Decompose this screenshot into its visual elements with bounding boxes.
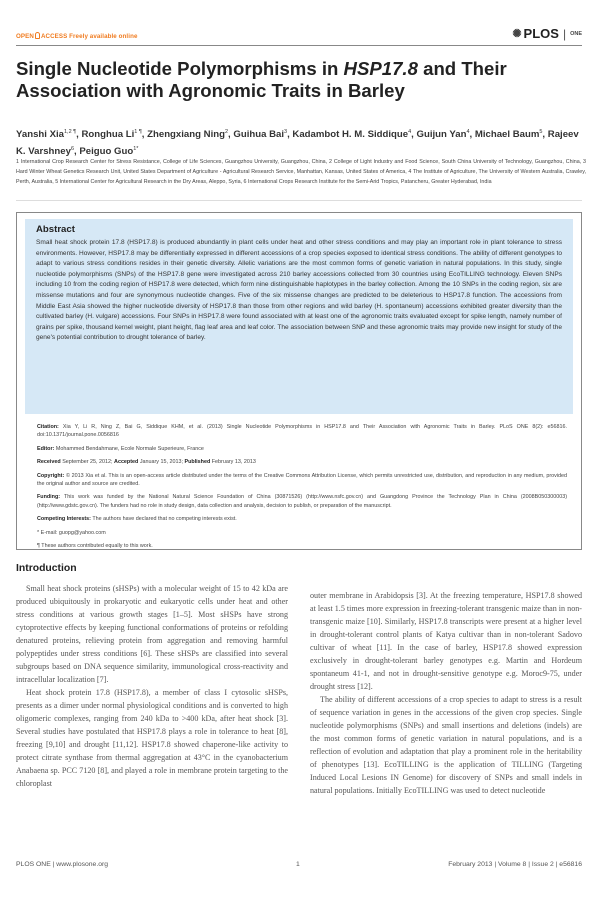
citation: Citation: Xia Y, Li R, Ning Z, Bai G, Siddique KHM, et al. (2013) Single Nucleotide Polymorphisms in HSP17.8 and Their Association with Agronomic Traits in Barley. PLoS ONE 8(2): e56816. doi:10.1371/journal.pone.0056816 — [37, 424, 567, 439]
affiliation-divider — [16, 200, 582, 201]
author-affiliation-marker: 5 — [539, 129, 543, 135]
abstract-section — [25, 219, 573, 414]
email[interactable]: * E-mail: guopg@yahoo.com — [37, 529, 106, 536]
abstract-text: Small heat shock protein 17.8 (HSP17.8) is produced abundantly in plant cells under heat and other stress conditions and may play an important role in plant tolerance to stress environments. However, HSP17.8 may be differentially expressed in different accessions of a crop species exposed to identical stress conditions. The ability of different genotypes to adapt to various stress conditions resides in their genetic diversity. Allelic variations are the most common forms of genetic variation in natural populations. In this study, single nucleotide polymorphisms (SNPs) of the HSP17.8 gene were investigated across 210 barley accessions collected from 30 countries using EcoTILLING technology. Eleven SNPs including 10 from the coding region of HSP17.8 were detected, which form nine distinguishable haplotypes in the barley collection. Among the 10 SNPs in the coding region, six are missense mutations and four are synonymous nucleotide changes. Five of the six missense changes are predicted to be deleterious to HSP17.8 function. The accessions from Middle East Asia showed the higher nucleotide diversity of HSP17.8 than those from other regions and wild barley (H. spontaneum) accessions exhibited greater diversity than the cultivated barley (H. vulgare) accessions. Four SNPs in HSP17.8 were found associated with at least one of the agronomic traits evaluated except for spike length, namely number of grains per spike, thousand kernel weight, plant height, flag leaf area and leaf color. The association between SNP and these agronomic traits may provide new insight for study of the gene's potential contribution to drought tolerance of barley. — [36, 239, 562, 342]
author-affiliation-marker: 1 ¶ — [134, 129, 142, 135]
dates: Received September 25, 2012; Accepted January 15, 2013; Published February 13, 2013 — [37, 459, 256, 466]
author[interactable]: Peiguo Guo$^{1*}$ — [79, 146, 139, 158]
plos-sun-icon: ✺ — [512, 28, 522, 40]
author[interactable]: Kadambot H. M. Siddique$^4$ — [292, 129, 412, 141]
title-part2: and Their Association with Agronomic Traits in Barley — [16, 58, 507, 101]
funding: Funding: This work was funded by the National Natural Science Foundation of China (30871526) (http://www.nsfc.gov.cn) and Guangdong Province the Technology Plan in China (2008B050300003) (http://www.gdstc.gov.cn). The funders had no role in study design, data collection and analysis, decision to publish, or preparation of the manuscript. — [37, 494, 567, 509]
author-affiliation-marker: 6 — [70, 146, 74, 153]
editor: Editor: Mohammed Bendahmane, Ecole Normale Superieure, France — [37, 445, 204, 452]
author-affiliation-marker: 4 — [408, 129, 412, 135]
front-matter-box — [16, 212, 582, 550]
author-affiliation-marker: 1* — [133, 146, 139, 153]
paragraph: The ability of different accessions of a crop species to adapt to stress is a result of sequence variation in genes in the accessions of the given crop species. Single nucleotide polymorphisms (SNPs) and small insertions and deletions (indels) are the most common forms of genetic variation in natural populations, and is a reflection of evolution and adaptation that play a prominent role in the heritability of phenotypes [13]. EcoTILLING is the application of TILLING (Targeting Induced Local Lesions IN Genome) for discovery of SNPs and small indels in natural populations. Initially EcoTILLING was used to detect nucleotide — [310, 695, 582, 795]
paragraph: Small heat shock proteins (sHSPs) with a molecular weight of 15 to 42 kDa are produced ubiquitously in prokaryotic and eukaryotic cells under heat and other stress conditions at various growth stages [1–5]. Most sHSPs have strong cytoprotective effects by keeping functional conformations of proteins or refolding denatured proteins, relieving protein from aggregation and removing harmful polypeptides under stress conditions [6]. These sHSPs are classified into several subgroups based on DNA sequence similarity, immunological cross-reactivity and intracellular localization [7]. — [16, 584, 288, 684]
paper-title — [16, 58, 586, 102]
author[interactable]: Michael Baum$^5$ — [474, 129, 543, 141]
author[interactable]: Guihua Bai$^3$ — [233, 129, 288, 141]
footer-journal: PLOS ONE | www.plosone.org — [16, 861, 109, 868]
author-affiliation-marker: 2 — [224, 129, 229, 135]
journal-header — [16, 26, 582, 46]
paragraph: Heat shock protein 17.8 (HSP17.8), a member of class I cytosolic sHSPs, presents as a dimer under normal physiological conditions and is converted to high oligomeric complexes, ranging from 240 kDa to >400 kDa, after heat shock [3]. Several studies have postulated that HSP17.8 plays a role in tolerance to heat [8], freezing [9,10] and drought [11,12]. HSP17.8 showed chaperone-like activity to protect citrate synthase from thermal aggregation at 43°C in the cyanobacterium Anabaena sp. PCC 7120 [8], and played a role in membrane protein targeting to the chloroplast — [16, 688, 288, 788]
abstract-heading: Abstract — [36, 224, 75, 235]
title-part1: Single Nucleotide Polymorphisms in — [16, 58, 344, 79]
competing-interests: Competing Interests: The authors have declared that no competing interests exist. — [37, 516, 237, 523]
author[interactable]: Zhengxiang Ning$^2$ — [147, 129, 229, 141]
open-access-badge — [16, 32, 138, 40]
freely-available-label: Freely available online — [69, 33, 138, 40]
author[interactable]: Yanshi Xia$^{1,2 \P}$ — [16, 129, 77, 141]
introduction-heading: Introduction — [16, 563, 77, 574]
author-affiliation-marker: 4 — [466, 129, 470, 135]
footer-issue: February 2013 | Volume 8 | Issue 2 | e56816 — [448, 861, 582, 868]
author-affiliation-marker: 3 — [284, 129, 288, 135]
affiliations: 1 International Crop Research Center for Stress Resistance, College of Life Sciences, Guangzhou University, Guangzhou, China, 2 College of Light Industry and Food Science, South China University of Technology, Guangzhou, China, 3 Hard Winter Wheat Genetics Research Unit, United States Department of Agriculture - Agricultural Research Service, Manhattan, Kansas, United States of America, 4 The Institute of Agriculture, The University of Western Australia, Crawley, Perth, Australia, 5 International Center for Agricultural Research in the Dry Areas, Aleppo, Syria, 6 International Crops Research Institute for the Semi-Arid Tropics, Patancheru, Greater Hyderabad, India — [16, 159, 586, 185]
logo-sub: ONE — [570, 30, 582, 37]
access-label: ACCESS — [40, 33, 68, 40]
copyright: Copyright: © 2013 Xia et al. This is an open-access article distributed under the terms of the Creative Commons Attribution License, which permits unrestricted use, distribution, and reproduction in any medium, provided the original author and source are credited. — [37, 472, 568, 488]
author-affiliation-marker: 1,2 ¶ — [64, 129, 77, 135]
logo-separator: | — [562, 26, 567, 41]
equal-contribution: ¶ These authors contributed equally to this work. — [37, 543, 153, 550]
open-lock-icon — [35, 32, 40, 39]
paragraph: outer membrane in Arabidopsis [3]. At the freezing temperature, HSP17.8 showed at least 1.5 times more expression in freezing-tolerant transgenic maize than in non-transgenic maize [10]. Similarly, HSP17.8 transcripts were present at a higher level in drought-tolerant control plants of Katya cultivar than in non-tolerant Sadovo cultivar of wheat [11]. In the case of barley, HSP17.8 showed expression exclusively in drought-tolerant barley genotypes e.g. Martin and Hordeum spontaneum 41-1, and not in drought-sensitive genotype e.g. Moroc9-75, under drought stress [12]. — [310, 591, 582, 691]
plos-one-logo — [512, 26, 582, 41]
author[interactable]: Ronghua $Li^{1 \P}$ — [81, 129, 142, 141]
title-gene: HSP17.8 — [343, 58, 418, 79]
article-metadata — [37, 423, 567, 555]
author-list: Yanshi Xia$^{1,2 \P}$, Ronghua $Li^{1 \P}$, Zhengxiang Ning$^2$, Guihua Bai$^3$, Kadambot H. M. Siddique$^4$, Guijun Yan$^4$, Michael Baum$^5$, Rajeev K. Varshney$^6$, Peiguo Guo$^{1*}$ — [16, 129, 579, 158]
body-column-left — [16, 582, 288, 790]
page-number: 1 — [296, 861, 300, 868]
author[interactable]: Rajeev K. Varshney$^6$ — [16, 129, 579, 158]
body-column-right — [310, 589, 582, 797]
author[interactable]: Guijun Yan$^4$ — [416, 129, 470, 141]
open-label: OPEN — [16, 33, 34, 40]
logo-text: PLOS — [523, 26, 559, 41]
